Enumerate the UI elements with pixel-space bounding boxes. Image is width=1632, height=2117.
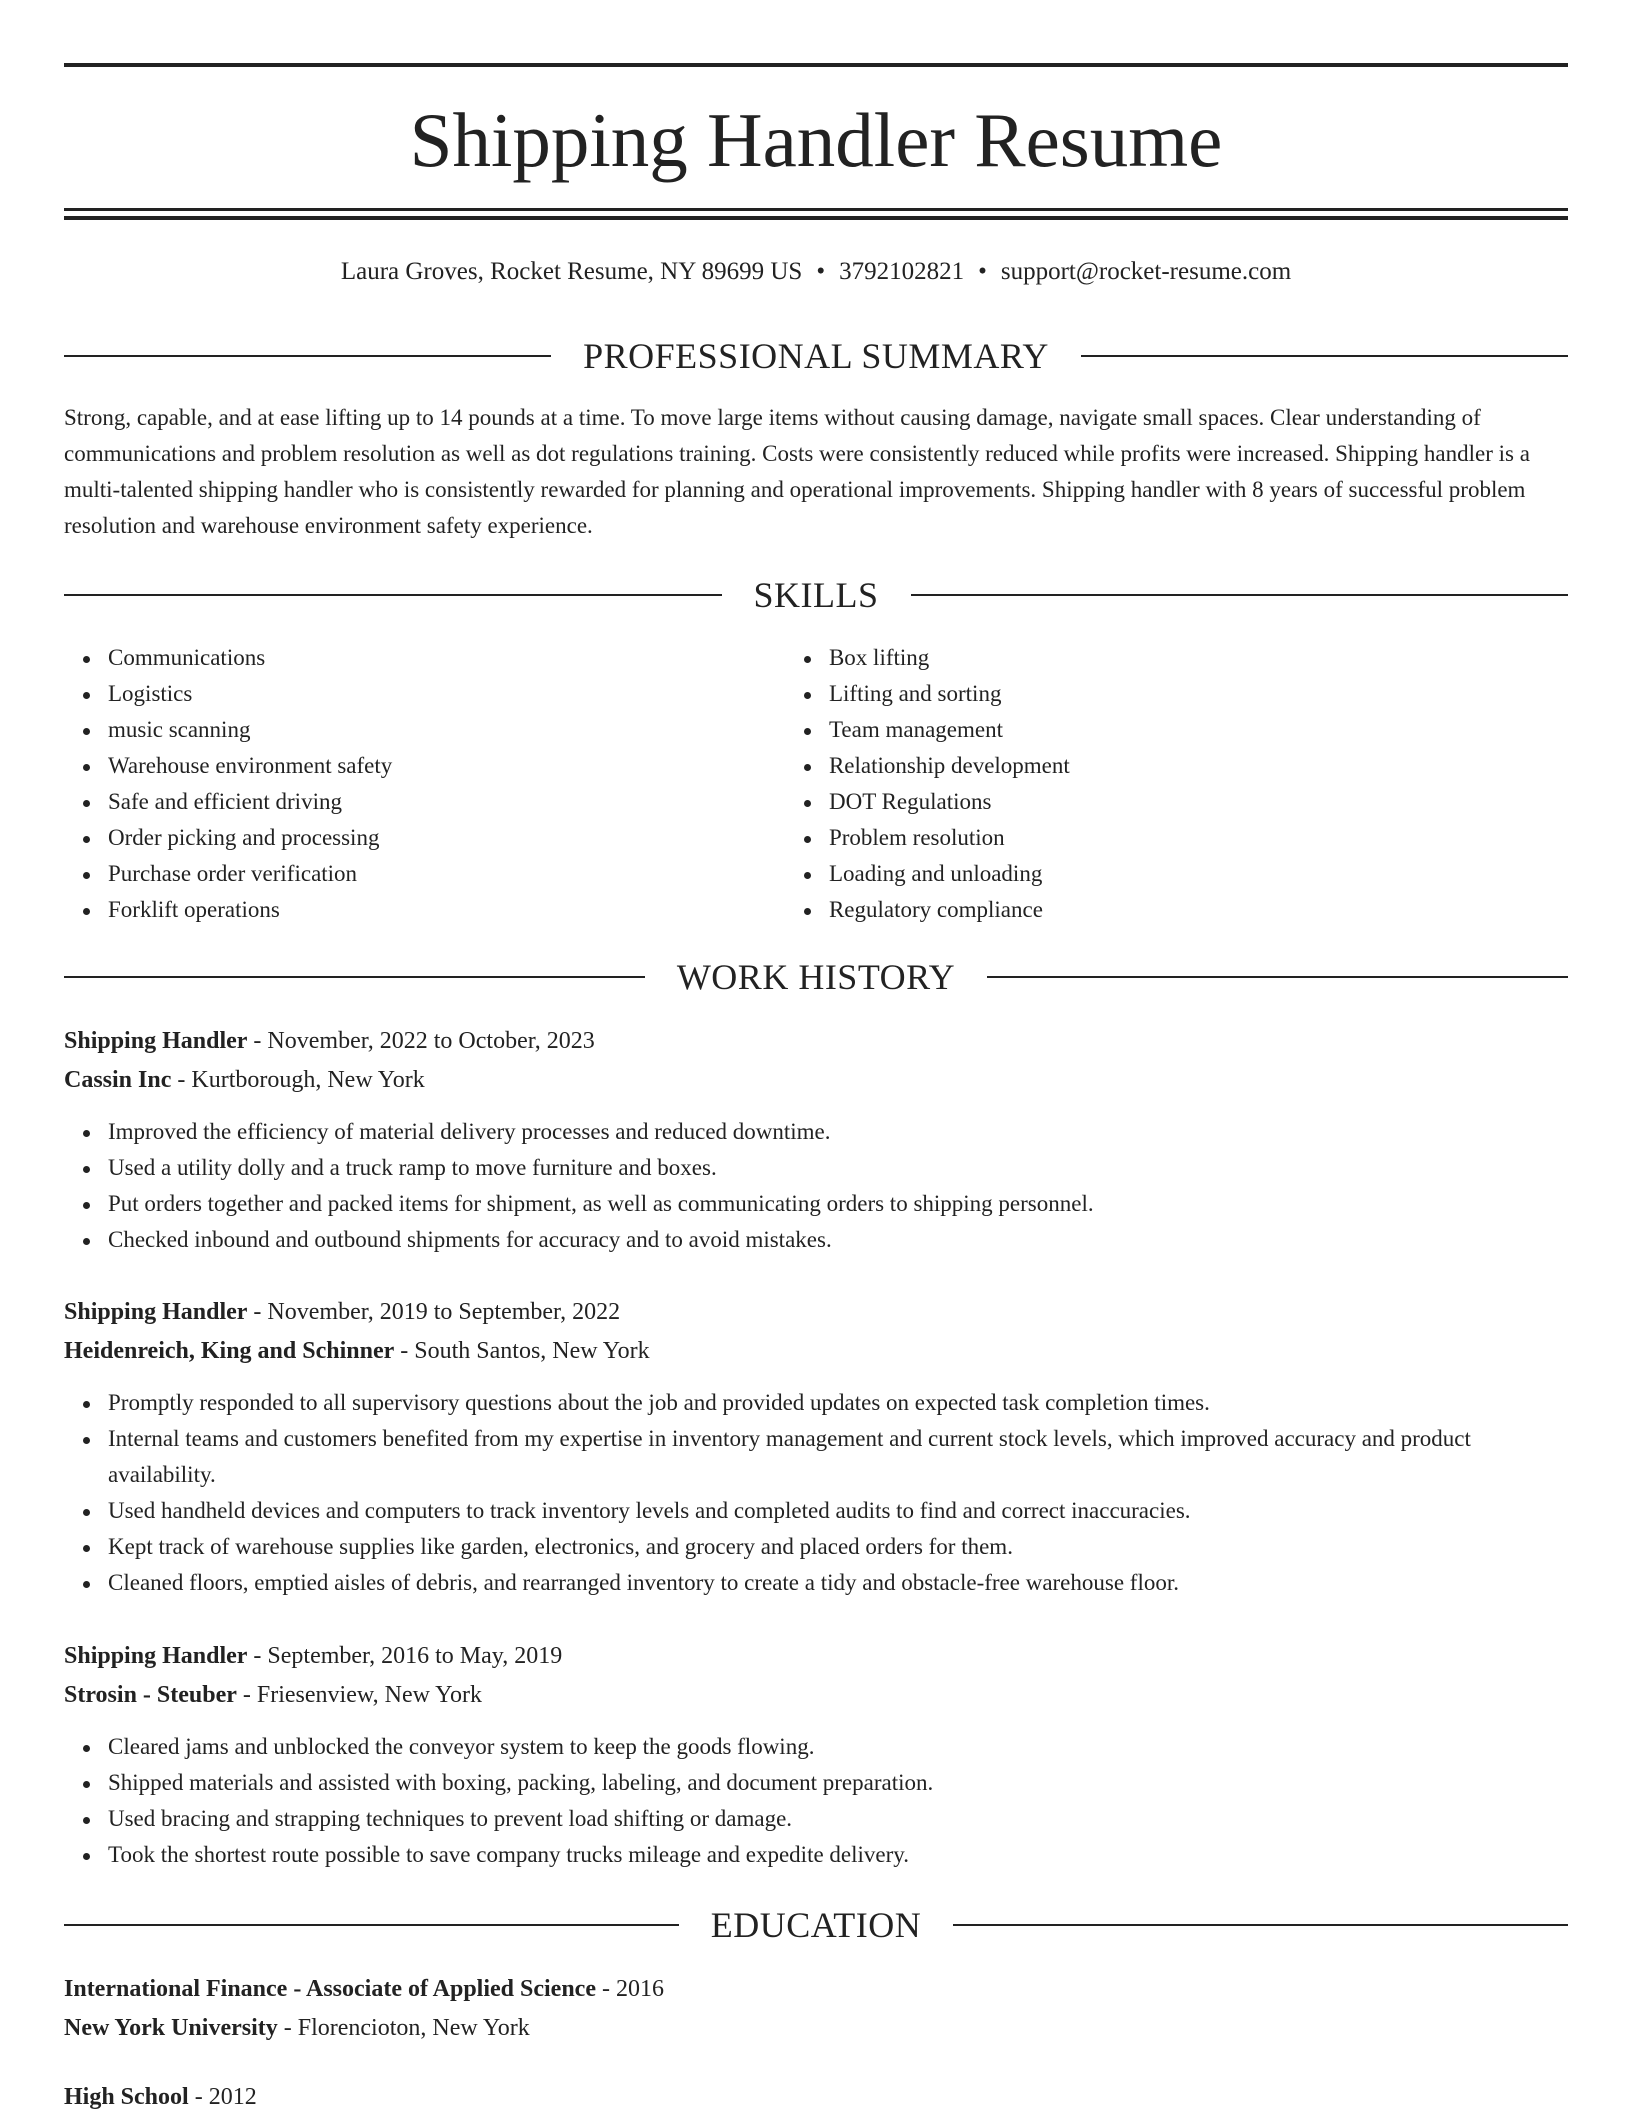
skill-item: Order picking and processing — [108, 820, 785, 856]
skill-item: Safe and efficient driving — [108, 784, 785, 820]
job-bullet: Promptly responded to all supervisory questions about the job and provided updates on expected task completion times. — [108, 1385, 1568, 1421]
summary-text: Strong, capable, and at ease lifting up to 14 pounds at a time. To move large items without causing damage, navigate small spaces. Clear understanding of communications and problem resolution as well as dot regulations training. Costs were consistently reduced while profits were increased. Shipping handler is a multi-talented shipping handler who is consistently rewarded for planning and operational improvements. Shipping handler with 8 years of successful problem resolution and warehouse environment safety experience. — [64, 405, 1530, 538]
job-bullets — [64, 1385, 1568, 1601]
skill-item: music scanning — [108, 712, 785, 748]
education-degree-line — [64, 2078, 1568, 2117]
skill-item: Team management — [829, 712, 1568, 748]
education-degree: High School — [64, 2084, 189, 2110]
skill-item: Forklift operations — [108, 892, 785, 928]
job-title-line — [64, 1293, 1568, 1332]
job-location: - Friesenview, New York — [236, 1682, 482, 1708]
job-dates: - November, 2022 to October, 2023 — [247, 1028, 595, 1054]
job-bullet: Used handheld devices and computers to track inventory levels and completed audits to find and correct inaccuracies. — [108, 1493, 1568, 1529]
job-bullets — [64, 1114, 1568, 1258]
job-dates: - November, 2019 to September, 2022 — [247, 1299, 621, 1325]
job-title: Shipping Handler — [64, 1028, 248, 1054]
skill-item: Lifting and sorting — [829, 676, 1568, 712]
job-bullet: Took the shortest route possible to save company trucks mileage and expedite delivery. — [108, 1837, 1568, 1873]
work-history-heading-label: WORK HISTORY — [676, 957, 956, 997]
job-bullet: Used bracing and strapping techniques to prevent load shifting or damage. — [108, 1801, 1568, 1837]
education-entry — [64, 2078, 1568, 2117]
contact-line — [64, 254, 1568, 290]
job-title: Shipping Handler — [64, 1643, 248, 1669]
job-company: Strosin - Steuber — [64, 1682, 237, 1708]
education-heading — [64, 1903, 1568, 1947]
skill-item: Logistics — [108, 676, 785, 712]
skill-item: DOT Regulations — [829, 784, 1568, 820]
contact-address: Laura Groves, Rocket Resume, NY 89699 US — [340, 258, 803, 285]
education-year: - 2016 — [595, 1976, 664, 2002]
job-title: Shipping Handler — [64, 1299, 248, 1325]
heading-rule — [64, 594, 722, 596]
skill-item: Warehouse environment safety — [108, 748, 785, 784]
contact-phone: 3792102821 — [839, 258, 965, 285]
job-entry — [64, 1637, 1568, 1873]
skill-item: Loading and unloading — [829, 856, 1568, 892]
skill-item: Relationship development — [829, 748, 1568, 784]
job-dates: - September, 2016 to May, 2019 — [247, 1643, 563, 1669]
job-bullet: Checked inbound and outbound shipments for accuracy and to avoid mistakes. — [108, 1222, 1568, 1258]
title-bottom-rule-1 — [64, 208, 1568, 211]
job-entry — [64, 1293, 1568, 1601]
skills-list — [64, 640, 1568, 928]
skill-item: Box lifting — [829, 640, 1568, 676]
job-bullet: Cleared jams and unblocked the conveyor system to keep the goods flowing. — [108, 1729, 1568, 1765]
job-bullet: Improved the efficiency of material delivery processes and reduced downtime. — [108, 1114, 1568, 1150]
page-title: Shipping Handler Resume — [409, 97, 1223, 183]
skill-item: Regulatory compliance — [829, 892, 1568, 928]
summary-heading — [64, 334, 1568, 378]
job-company-line — [64, 1332, 1568, 1371]
skills-heading-label: SKILLS — [753, 575, 879, 615]
skill-item: Problem resolution — [829, 820, 1568, 856]
education-degree: International Finance - Associate of Applied Science — [64, 1976, 596, 2002]
skill-item: Purchase order verification — [108, 856, 785, 892]
heading-rule — [64, 1924, 679, 1926]
education-location: - Florencioton, New York — [277, 2015, 530, 2041]
title-bottom-rule-2 — [64, 216, 1568, 220]
title-top-rule — [64, 63, 1568, 67]
job-bullet: Used a utility dolly and a truck ramp to move furniture and boxes. — [108, 1150, 1568, 1186]
job-company: Heidenreich, King and Schinner — [64, 1338, 395, 1364]
contact-email: support@rocket-resume.com — [1000, 258, 1292, 285]
job-location: - South Santos, New York — [394, 1338, 650, 1364]
job-company: Cassin Inc — [64, 1067, 172, 1093]
heading-rule — [987, 976, 1568, 978]
education-degree-line — [64, 1970, 1568, 2009]
job-bullet: Cleaned floors, emptied aisles of debris, and rearranged inventory to create a tidy and obstacle-free warehouse floor. — [108, 1565, 1568, 1601]
heading-rule — [1081, 355, 1568, 357]
job-bullet: Kept track of warehouse supplies like garden, electronics, and grocery and placed orders for them. — [108, 1529, 1568, 1565]
job-entry — [64, 1022, 1568, 1258]
contact-separator: • — [978, 258, 987, 285]
job-bullet: Internal teams and customers benefited from my expertise in inventory management and current stock levels, which improved accuracy and product availability. — [108, 1421, 1568, 1493]
job-company-line — [64, 1061, 1568, 1100]
education-entry — [64, 1970, 1568, 2048]
skills-heading — [64, 573, 1568, 617]
skills-column-left — [64, 640, 785, 928]
education-year: - 2012 — [188, 2084, 257, 2110]
contact-separator: • — [816, 258, 826, 285]
work-history-heading — [64, 955, 1568, 999]
job-location: - Kurtborough, New York — [171, 1067, 425, 1093]
job-bullet: Shipped materials and assisted with boxing, packing, labeling, and document preparation. — [108, 1765, 1568, 1801]
education-heading-label: EDUCATION — [710, 1905, 922, 1945]
heading-rule — [911, 594, 1569, 596]
heading-rule — [64, 976, 645, 978]
job-title-line — [64, 1022, 1568, 1061]
job-title-line — [64, 1637, 1568, 1676]
skill-item: Communications — [108, 640, 785, 676]
education-school-line — [64, 2009, 1568, 2048]
skills-column-right — [785, 640, 1568, 928]
heading-rule — [64, 355, 551, 357]
summary-heading-label: PROFESSIONAL SUMMARY — [583, 336, 1049, 376]
education-school: New York University — [64, 2015, 278, 2041]
job-company-line — [64, 1676, 1568, 1715]
job-bullet: Put orders together and packed items for shipment, as well as communicating orders to shipping personnel. — [108, 1186, 1568, 1222]
heading-rule — [953, 1924, 1568, 1926]
job-bullets — [64, 1729, 1568, 1873]
